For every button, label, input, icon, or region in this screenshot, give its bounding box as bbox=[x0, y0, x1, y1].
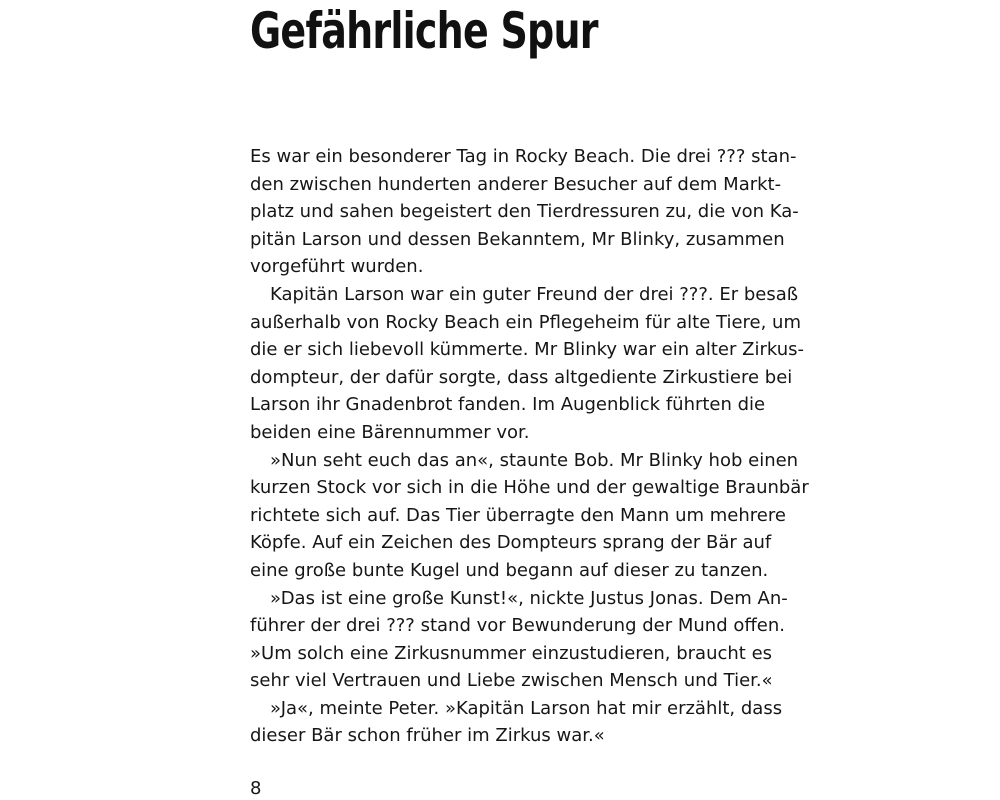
text-line: Larson ihr Gnadenbrot fanden. Im Augenblick führten die bbox=[250, 394, 766, 416]
text-line: Köpfe. Auf ein Zeichen des Dompteurs sprang der Bär auf bbox=[250, 532, 772, 554]
text-line: »Nun seht euch das an«, staunte Bob. Mr Blinky hob einen bbox=[270, 449, 799, 471]
text-line: dompteur, der dafür sorgte, dass altgediente Zirkustiere bei bbox=[250, 366, 793, 388]
text-line: vorgeführt wurden. bbox=[250, 256, 424, 278]
page-number: 8 bbox=[250, 778, 262, 799]
text-line: sehr viel Vertrauen und Liebe zwischen Mensch und Tier.« bbox=[250, 670, 773, 692]
text-line: eine große bunte Kugel und begann auf dieser zu tanzen. bbox=[250, 559, 769, 581]
paragraph bbox=[250, 585, 788, 695]
text-line: »Ja«, meinte Peter. »Kapitän Larson hat mir erzählt, dass bbox=[270, 697, 783, 719]
paragraph bbox=[250, 695, 783, 750]
text-line: kurzen Stock vor sich in die Höhe und der gewaltige Braunbär bbox=[250, 477, 809, 499]
text-line: dieser Bär schon früher im Zirkus war.« bbox=[250, 725, 605, 747]
text-line: den zwischen hunderten anderer Besucher auf dem Markt- bbox=[250, 173, 782, 195]
paragraph bbox=[250, 281, 805, 447]
body-text bbox=[250, 143, 809, 750]
text-line: die er sich liebevoll kümmerte. Mr Blinky war ein alter Zirkus- bbox=[250, 339, 805, 361]
paragraph bbox=[250, 143, 799, 281]
text-line: pitän Larson und dessen Bekanntem, Mr Blinky, zusammen bbox=[250, 228, 785, 250]
text-line: »Das ist eine große Kunst!«, nickte Justus Jonas. Dem An- bbox=[270, 587, 788, 609]
text-line: »Um solch eine Zirkusnummer einzustudieren, braucht es bbox=[250, 642, 773, 664]
text-line: Es war ein besonderer Tag in Rocky Beach. Die drei ??? stan- bbox=[250, 146, 797, 167]
paragraph bbox=[250, 447, 809, 585]
text-line: Kapitän Larson war ein guter Freund der drei ???. Er besaß bbox=[270, 283, 799, 305]
text-line: platz und sahen begeistert den Tierdressuren zu, die von Ka- bbox=[250, 201, 799, 223]
text-line: beiden eine Bärennummer vor. bbox=[250, 421, 530, 443]
chapter-title: Gefährliche Spur bbox=[250, 2, 598, 60]
text-line: führer der drei ??? stand vor Bewunderung der Mund offen. bbox=[250, 615, 785, 637]
text-line: außerhalb von Rocky Beach ein Pflegeheim für alte Tiere, um bbox=[250, 311, 802, 333]
text-line: richtete sich auf. Das Tier überragte den Mann um mehrere bbox=[250, 504, 786, 526]
